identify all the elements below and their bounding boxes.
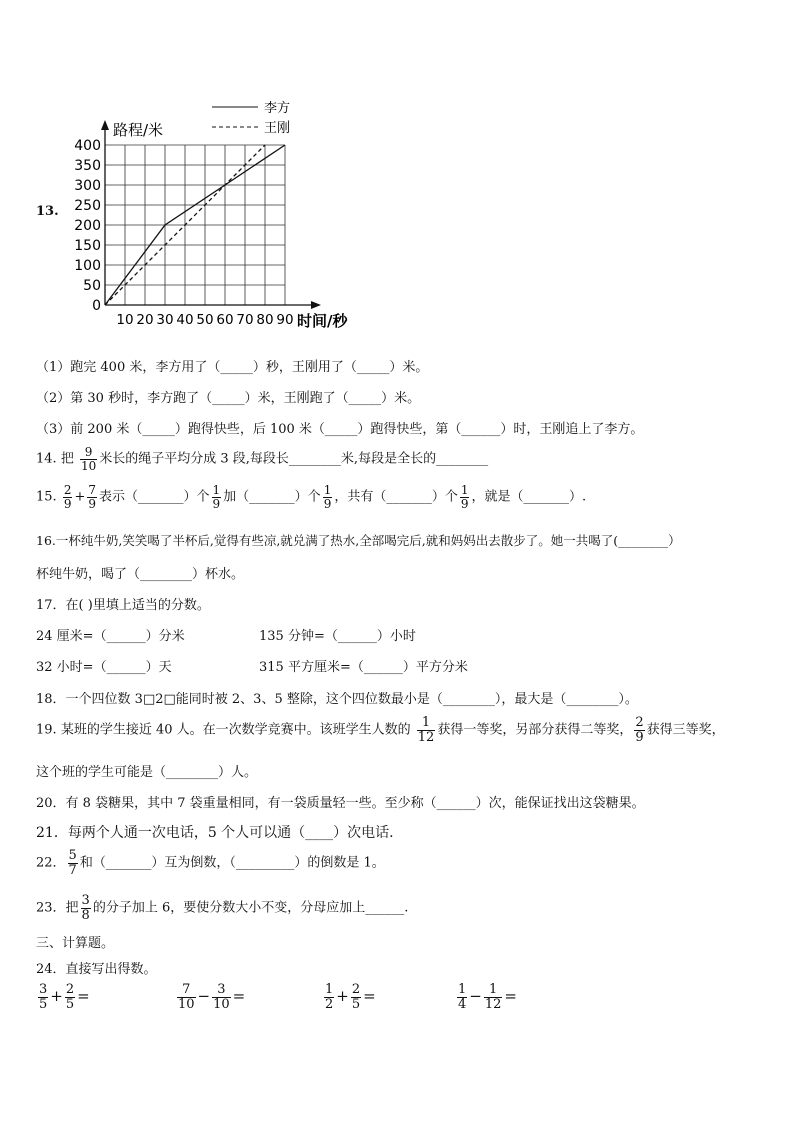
x-tick-label: 10	[116, 312, 134, 328]
q13-sub2: （2）第 30 秒时，李方跑了（_____）米，王刚跑了（_____）米。	[36, 391, 421, 406]
q14-post: 米长的绳子平均分成 3 段,每段长________米,每段是全长的________	[99, 451, 489, 467]
y-tick-label: 400	[74, 138, 101, 154]
q17-d: 315 平方厘米=（______）平方分米	[259, 660, 468, 675]
q15-frac2: $\frac{7}{9}$	[88, 483, 97, 511]
q22-number: 22．	[36, 855, 66, 871]
q15-text2: 加（_______）个	[223, 489, 321, 505]
q23	[36, 894, 408, 922]
q19-number: 19.	[36, 722, 57, 738]
q15-plus: +	[74, 489, 86, 505]
q22	[36, 849, 385, 877]
q17-title: 17．在( )里填上适当的分数。	[36, 598, 210, 613]
y-tick-label: 50	[83, 278, 101, 294]
x-tick-label: 40	[176, 312, 194, 328]
q14	[36, 446, 488, 472]
q17-c: 32 小时=（______）天	[36, 660, 172, 675]
q19-text1: 某班的学生接近 40 人。在一次数学竞赛中。该班学生人数的	[60, 722, 411, 738]
q20: 20．有 8 袋糖果，其中 7 袋重量相同，有一袋质量轻一些。至少称（______）次，能保证找出这袋糖果。	[36, 796, 645, 811]
q24-item: $\frac{1}{4}$ − $\frac{1}{12}$ =	[458, 982, 517, 1012]
y-tick-label: 100	[74, 258, 101, 274]
q18: 18．一个四位数 3□2□能同时被 2、3、5 整除，这个四位数最小是（________），最大是（________）。	[36, 692, 638, 707]
q19-frac1: $\frac{1}{12}$	[417, 715, 435, 745]
q13-sub3: （3）前 200 米（_____）跑得快些，后 100 米（_____）跑得快些，第（______）时，王刚追上了李方。	[36, 422, 644, 437]
q13-sub1: （1）跑完 400 米，李方用了（_____）秒，王刚用了（_____）米。	[36, 360, 429, 375]
q24-item: $\frac{7}{10}$ − $\frac{3}{10}$ =	[178, 982, 246, 1012]
q14-pre: 把	[60, 451, 74, 467]
x-tick-label: 50	[196, 312, 214, 328]
y-tick-label: 0	[92, 298, 101, 314]
legend-label: 王刚	[264, 121, 291, 136]
x-axis-arrow	[311, 301, 321, 309]
x-tick-label: 60	[216, 312, 234, 328]
q15-text4: ，就是（_______）.	[471, 489, 587, 505]
y-tick-label: 200	[74, 218, 101, 234]
q23-text: 的分子加上 6，要使分数大小不变，分母应加上______.	[92, 900, 409, 916]
q15-frac3: $\frac{1}{9}$	[212, 483, 221, 511]
q15-frac5: $\frac{1}{9}$	[460, 483, 469, 511]
x-tick-label: 80	[256, 312, 274, 328]
q15	[36, 484, 586, 510]
q19-text2: 获得一等奖，另部分获得二等奖，	[437, 722, 633, 738]
q23-frac: $\frac{3}{8}$	[81, 893, 90, 923]
q19-text3: 获得三等奖，	[646, 722, 725, 738]
q17-b: 135 分钟=（______）小时	[259, 629, 416, 644]
legend-label: 李方	[264, 101, 291, 116]
q19-line2: 这个班的学生可能是（________）人。	[36, 765, 258, 780]
q22-frac: $\frac{5}{7}$	[68, 848, 77, 878]
q13-number: 13.	[36, 204, 59, 219]
q15-text3: ，共有（_______）个	[334, 489, 458, 505]
q13-chart	[74, 92, 380, 337]
q24-item: $\frac{1}{2}$ + $\frac{2}{5}$ =	[325, 982, 376, 1012]
q24-item: $\frac{3}{5}$ + $\frac{2}{5}$ =	[39, 982, 90, 1012]
q17-a: 24 厘米=（______）分米	[36, 629, 185, 644]
q15-frac1: $\frac{2}{9}$	[63, 483, 72, 511]
q15-text1: 表示（_______）个	[99, 489, 210, 505]
q14-number: 14.	[36, 451, 57, 467]
q15-frac4: $\frac{1}{9}$	[323, 483, 332, 511]
y-axis-label: 路程/米	[113, 121, 164, 139]
q16-line2: 杯纯牛奶，喝了（________）杯水。	[36, 567, 245, 582]
x-axis-label: 时间/秒	[297, 312, 348, 330]
y-tick-label: 350	[74, 158, 101, 174]
q19-frac2: $\frac{2}{9}$	[635, 715, 644, 745]
q19	[36, 716, 725, 744]
y-tick-label: 300	[74, 178, 101, 194]
q15-number: 15.	[36, 489, 57, 505]
q23-number: 23．把	[36, 900, 79, 916]
q22-text: 和（_______）互为倒数，（_________）的倒数是 1。	[79, 855, 385, 871]
y-axis-arrow	[101, 120, 109, 130]
y-tick-label: 150	[74, 238, 101, 254]
y-tick-label: 250	[74, 198, 101, 214]
x-tick-label: 70	[236, 312, 254, 328]
section3-title: 三、计算题。	[36, 936, 115, 951]
q16-line1: 16.一杯纯牛奶,笑笑喝了半杯后,觉得有些凉,就兑满了热水,全部喝完后,就和妈妈出去散步了。她一共喝了(________）	[36, 533, 681, 548]
x-tick-label: 90	[276, 312, 294, 328]
x-tick-label: 20	[136, 312, 154, 328]
q14-fraction: $\frac{9}{10}$	[80, 445, 97, 473]
q21: 21．每两个人通一次电话，5 个人可以通（____）次电话.	[36, 825, 394, 841]
x-tick-label: 30	[156, 312, 174, 328]
q24-title: 24．直接写出得数。	[36, 962, 157, 977]
